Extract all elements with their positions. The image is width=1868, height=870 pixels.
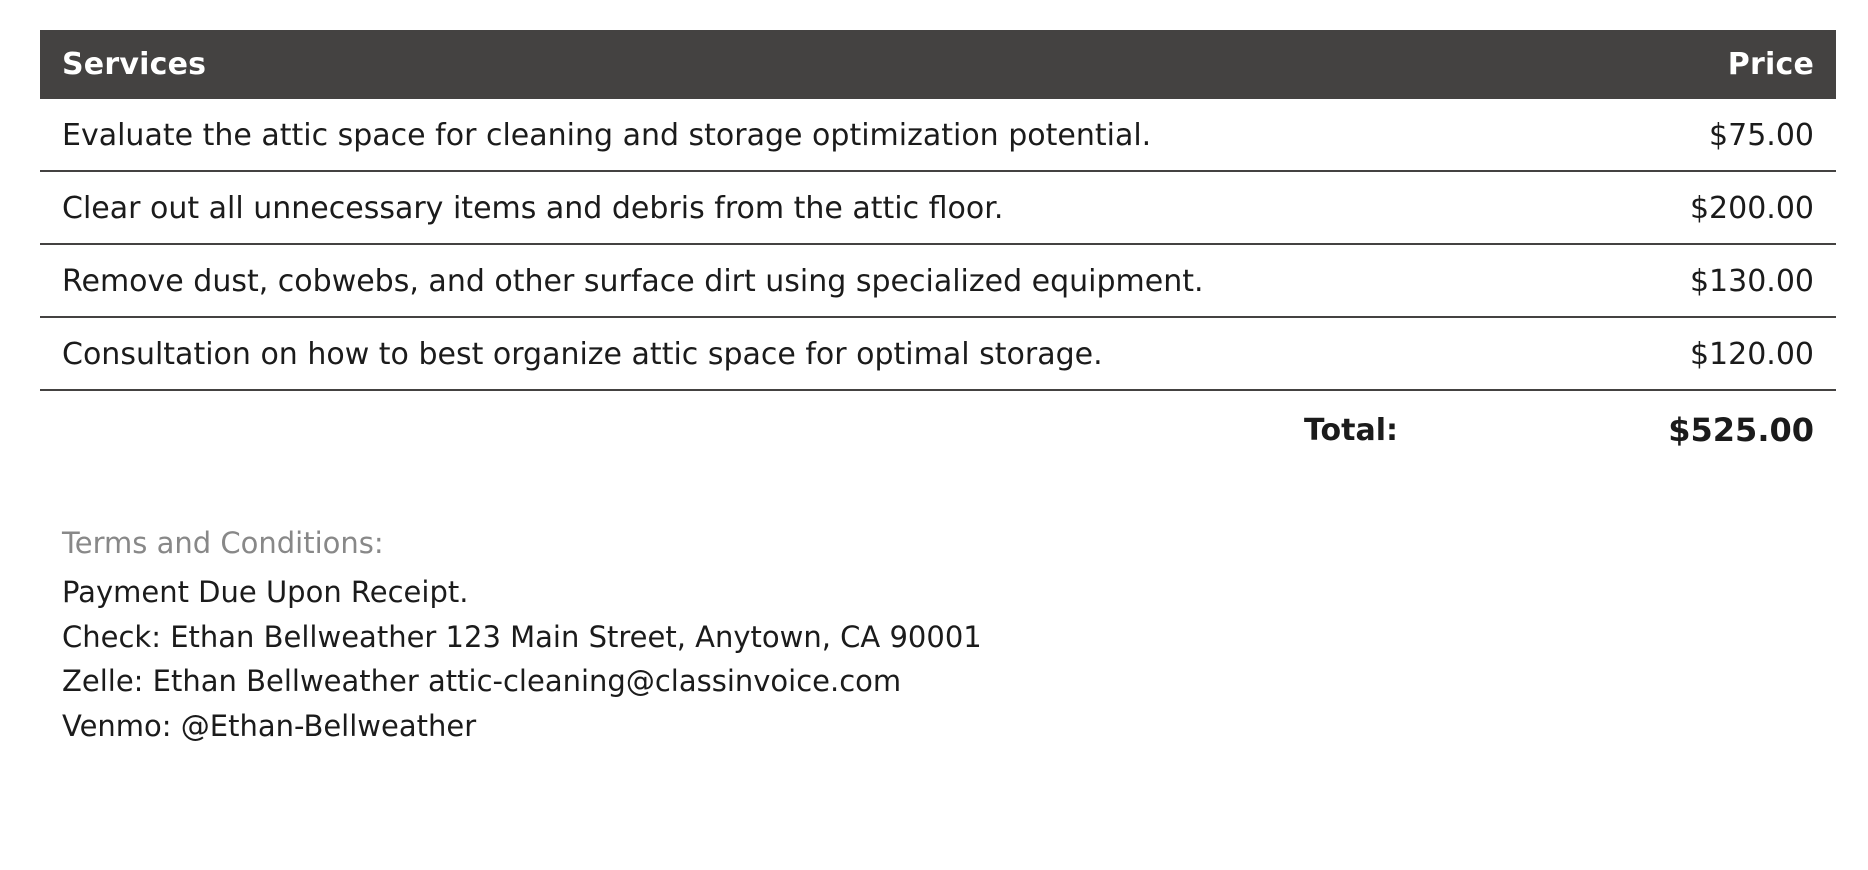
table-row [40,171,1836,244]
service-description: Consultation on how to best organize attic space for optimal storage. [40,317,1420,390]
table-row [40,99,1836,171]
service-price: $75.00 [1420,99,1836,171]
table-header [40,30,1836,99]
column-header-services: Services [62,47,207,82]
table-header-row [40,30,1836,99]
service-price: $200.00 [1420,171,1836,244]
service-description: Remove dust, cobwebs, and other surface dirt using specialized equipment. [40,244,1420,317]
services-price-table [40,30,1836,466]
table-body [40,99,1836,466]
total-value: $525.00 [1668,411,1814,449]
table-row [40,317,1836,390]
service-price: $130.00 [1420,244,1836,317]
terms-and-conditions-section [40,526,1828,749]
table-row [40,244,1836,317]
service-description: Clear out all unnecessary items and debris from the attic floor. [40,171,1420,244]
terms-line-venmo: Venmo: @Ethan-Bellweather [62,708,477,743]
column-header-price: Price [1727,47,1814,82]
service-price: $120.00 [1420,317,1836,390]
terms-line-payment: Payment Due Upon Receipt. [62,575,469,609]
terms-line-zelle: Zelle: Ethan Bellweather attic-cleaning@classinvoice.com [62,664,902,699]
terms-title: Terms and Conditions: [62,526,384,560]
service-description: Evaluate the attic space for cleaning and storage optimization potential. [40,99,1420,171]
terms-line-check: Check: Ethan Bellweather 123 Main Street, Anytown, CA 90001 [62,619,982,654]
total-label: Total: [1304,412,1398,448]
total-row [40,390,1836,466]
